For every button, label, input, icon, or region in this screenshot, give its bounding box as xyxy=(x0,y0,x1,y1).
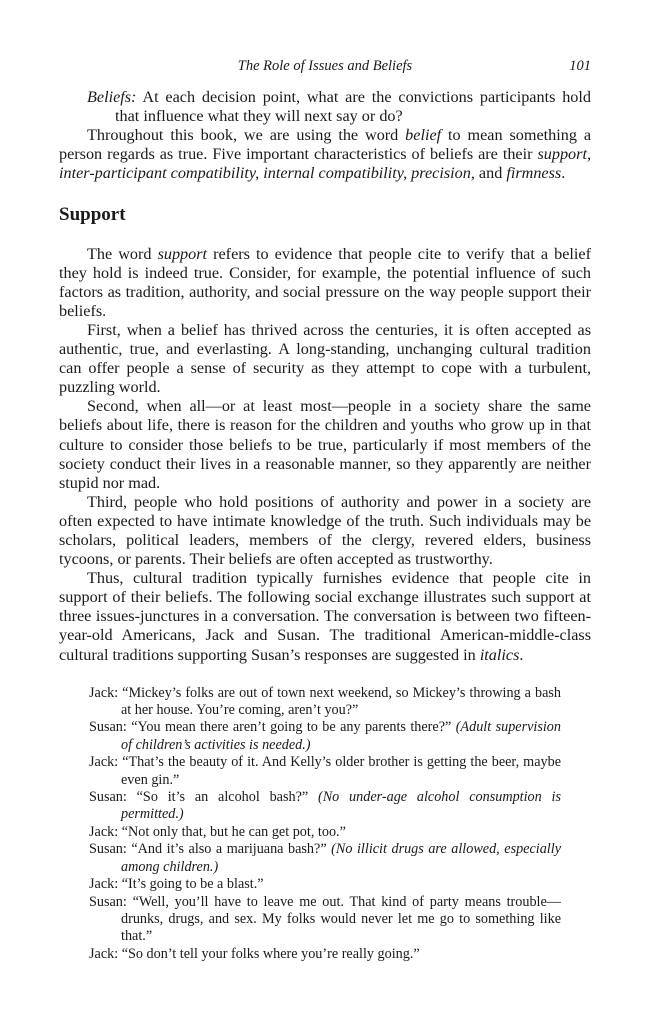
dialogue-text: “So it’s an alcohol bash?” xyxy=(126,789,318,806)
running-title: The Role of Issues and Beliefs xyxy=(237,58,413,74)
dialogue-speaker: Susan: xyxy=(89,789,127,806)
dialogue-speaker: Susan: xyxy=(89,893,127,910)
dialogue-speaker: Jack: xyxy=(89,823,119,840)
dialogue-line xyxy=(89,685,561,720)
intro-term-firmness: firmness xyxy=(506,164,562,183)
support-paragraph-5 xyxy=(59,569,591,664)
dialogue-text: “That’s the beauty of it. And Kelly’s older brother is getting the beer, maybe even gin.” xyxy=(118,754,561,788)
dialogue-line xyxy=(89,824,561,841)
dialogue-note: (Adult supervision of children’s activities is needed.) xyxy=(121,719,561,753)
intro-text-a: Throughout this book, we are using the word xyxy=(87,126,406,145)
support-paragraph-1 xyxy=(59,245,591,321)
support-paragraph-3: Second, when all—or at least most—people in a society share the same beliefs about life, there is reason for the children and youths who grow up in that culture to consider those beliefs to be true, particularly if most members of the society conduct their lives in a reasonable manner, so they apparently are neither stupid nor mad. xyxy=(59,397,591,492)
dialogue-text: “It’s going to be a blast.” xyxy=(118,876,264,893)
dialogue-text: “You mean there aren’t going to be any parents there?” xyxy=(126,719,456,736)
dialogue-block xyxy=(59,685,591,964)
dialogue-text: “Mickey’s folks are out of town next weekend, so Mickey’s throwing a bash at her house. You’re coming, aren’t you?” xyxy=(118,684,561,719)
support-paragraph-4: Third, people who hold positions of authority and power in a society are often expected to have intimate knowledge of the truth. Such individuals may be scholars, political leaders, members of the clergy, revered elders, business tycoons, or parents. Their beliefs are often accepted as trustworthy. xyxy=(59,492,591,569)
dialogue-text: “Well, you’ll have to leave me out. That kind of party means trouble—drunks, drugs, and sex. My folks would never let me go to something like that.” xyxy=(121,893,561,945)
dialogue-line xyxy=(89,719,561,754)
dialogue-line xyxy=(89,789,561,824)
dialogue-speaker: Jack: xyxy=(89,754,119,771)
dialogue-note: (No under-age alcohol consumption is permitted.) xyxy=(121,789,561,823)
intro-paragraph xyxy=(59,126,591,183)
support-p1-text-b: refers to evidence that people cite to verify that a belief they hold is indeed true. Consider, for example, the potential influence of such factors as tradition, authority, and social pressure on the way people support their beliefs. xyxy=(59,244,591,320)
support-p5-text: Thus, cultural tradition typically furnishes evidence that people cite in support of their beliefs. The following social exchange illustrates such support at three issues-junctures in a conversation. The conversation is between two fifteen-year-old Americans, Jack and Susan. The traditional American-middle-class cultural traditions supporting Susan’s responses are suggested in xyxy=(59,569,591,664)
support-p1-text-a: The word xyxy=(87,244,158,263)
page-body xyxy=(59,88,591,963)
beliefs-definition-text: At each decision point, what are the convictions participants hold that influence what they will next say or do? xyxy=(115,88,591,126)
support-p5-end: . xyxy=(519,645,524,664)
dialogue-text: “And it’s also a marijuana bash?” xyxy=(126,841,332,858)
dialogue-text: “Not only that, but he can get pot, too.” xyxy=(118,823,346,840)
dialogue-speaker: Jack: xyxy=(89,876,119,893)
dialogue-line xyxy=(89,754,561,789)
dialogue-note: (No illicit drugs are allowed, especially among children.) xyxy=(121,841,561,875)
support-term: support xyxy=(157,244,208,263)
section-heading: Support xyxy=(59,204,126,226)
support-p5-italics-word: italics xyxy=(479,645,520,664)
dialogue-speaker: Susan: xyxy=(89,841,127,858)
dialogue-speaker: Susan: xyxy=(89,719,127,736)
intro-text-and: and xyxy=(474,164,507,183)
support-paragraph-2: First, when a belief has thrived across the centuries, it is often accepted as authentic, true, and everlasting. A long-standing, unchanging cultural tradition can offer people a sense of security as they attempt to cope with a turbulent, puzzling world. xyxy=(59,320,591,397)
page-number: 101 xyxy=(569,58,591,74)
dialogue-speaker: Jack: xyxy=(89,945,119,962)
dialogue-line xyxy=(89,876,561,893)
intro-term-belief: belief xyxy=(405,126,442,145)
dialogue-speaker: Jack: xyxy=(89,684,119,701)
dialogue-line xyxy=(89,841,561,876)
intro-text-end: . xyxy=(561,164,566,183)
dialogue-line xyxy=(89,946,561,963)
beliefs-term: Beliefs: xyxy=(87,88,137,106)
dialogue-line xyxy=(89,894,561,946)
dialogue-text: “So don’t tell your folks where you’re really going.” xyxy=(118,945,420,962)
page-header xyxy=(59,58,591,78)
intro-characteristics-list: support, inter-participant compatibility, internal compatibility, precision, xyxy=(59,145,591,183)
intro-text-b: to mean something a person regards as true. Five important characteristics of beliefs are their xyxy=(59,126,591,164)
beliefs-definition-paragraph xyxy=(59,88,591,126)
